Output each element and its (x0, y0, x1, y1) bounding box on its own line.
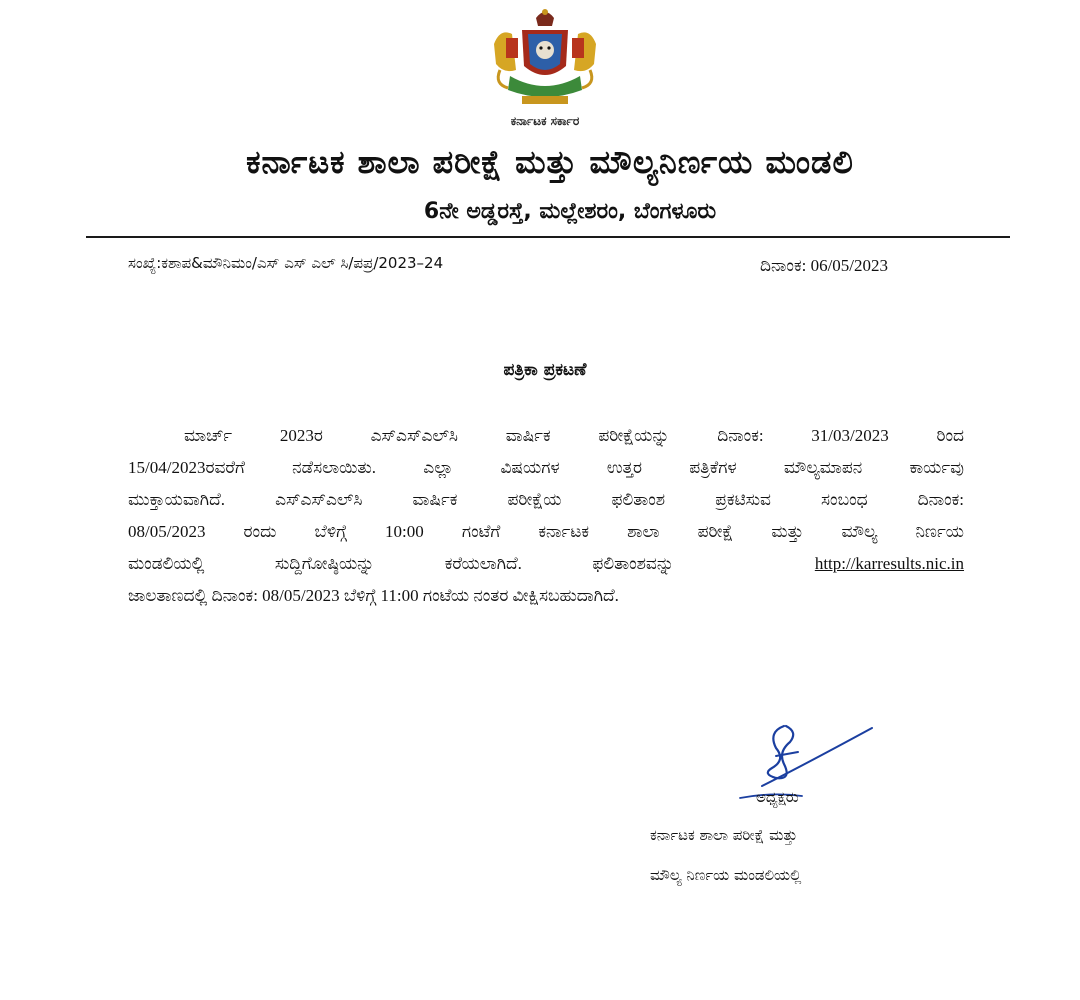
signatory-designation-line-1: ಕರ್ನಾಟಕ ಶಾಲಾ ಪರೀಕ್ಷೆ ಮತ್ತು (650, 826, 798, 844)
results-website-link[interactable]: http://karresults.nic.in (814, 554, 965, 573)
body-line: ಮಾರ್ಚ್ 2023ರ ಎಸ್‌ಎಸ್‌ಎಲ್‌ಸಿ ವಾರ್ಷಿಕ ಪರೀಕ್ಷೆಯನ್ನು ದಿನಾಂಕ: 31/03/2023 ರಿಂದ (184, 426, 964, 445)
board-address: 6ನೇ ಅಡ್ಡರಸ್ತೆ, ಮಲ್ಲೇಶರಂ, ಬೆಂಗಳೂರು (423, 199, 717, 224)
board-title: ಕರ್ನಾಟಕ ಶಾಲಾ ಪರೀಕ್ಷೆ ಮತ್ತು ಮೌಲ್ಯನಿರ್ಣಯ ಮಂಡಲಿ (246, 143, 854, 181)
signatory-title: ಅಧ್ಯಕ್ಷರು (756, 788, 799, 806)
body-line: ಮುಕ್ತಾಯವಾಗಿದೆ. ಎಸ್‌ಎಸ್‌ಎಲ್‌ಸಿ ವಾರ್ಷಿಕ ಪರೀಕ್ಷೆಯ ಫಲಿತಾಂಶ ಪ್ರಕಟಿಸುವ ಸಂಬಂಧ ದಿನಾಂಕ: (128, 490, 964, 509)
karnataka-emblem-icon (486, 4, 604, 110)
reference-number: ಸಂಖ್ಯೆ:ಕಶಾಪ&ಮೌನಿಮಂ/ಎಸ್ ಎಸ್ ಎಲ್ ಸಿ/ಪಪ್ರ/2023–24 (128, 254, 444, 272)
press-release-body (128, 420, 964, 612)
body-line: 15/04/2023ರವರೆಗೆ ನಡೆಸಲಾಯಿತು. ಎಲ್ಲಾ ವಿಷಯಗಳ ಉತ್ತರ ಪತ್ರಿಕೆಗಳ ಮೌಲ್ಯಮಾಪನ ಕಾರ್ಯವು (128, 458, 964, 477)
body-line-with-link (128, 548, 964, 580)
body-line-text: ಮಂಡಲಿಯಲ್ಲಿ ಸುದ್ದಿಗೋಷ್ಠಿಯನ್ನು ಕರೆಯಲಾಗಿದೆ. ಫಲಿತಾಂಶವನ್ನು (128, 554, 674, 573)
body-line: ಜಾಲತಾಣದಲ್ಲಿ ದಿನಾಂಕ: 08/05/2023 ಬೆಳಿಗ್ಗೆ 11:00 ಗಂಟೆಯ ನಂತರ ವೀಕ್ಷಿಸಬಹುದಾಗಿದೆ. (128, 586, 619, 605)
document-date: ದಿನಾಂಕ: 06/05/2023 (760, 256, 889, 275)
handwritten-signature (732, 716, 882, 812)
press-release-heading: ಪತ್ರಿಕಾ ಪ್ರಕಟಣೆ (503, 360, 587, 380)
signatory-designation-line-2: ಮೌಲ್ಯ ನಿರ್ಣಯ ಮಂಡಲಿಯಲ್ಲಿ (650, 866, 802, 884)
header-divider (86, 236, 1010, 238)
body-line: 08/05/2023 ರಂದು ಬೆಳಿಗ್ಗೆ 10:00 ಗಂಟೆಗೆ ಕರ್ನಾಟಕ ಶಾಲಾ ಪರೀಕ್ಷೆ ಮತ್ತು ಮೌಲ್ಯ ನಿರ್ಣಯ (128, 522, 964, 541)
emblem-caption: ಕರ್ನಾಟಕ ಸರ್ಕಾರ (510, 114, 580, 128)
